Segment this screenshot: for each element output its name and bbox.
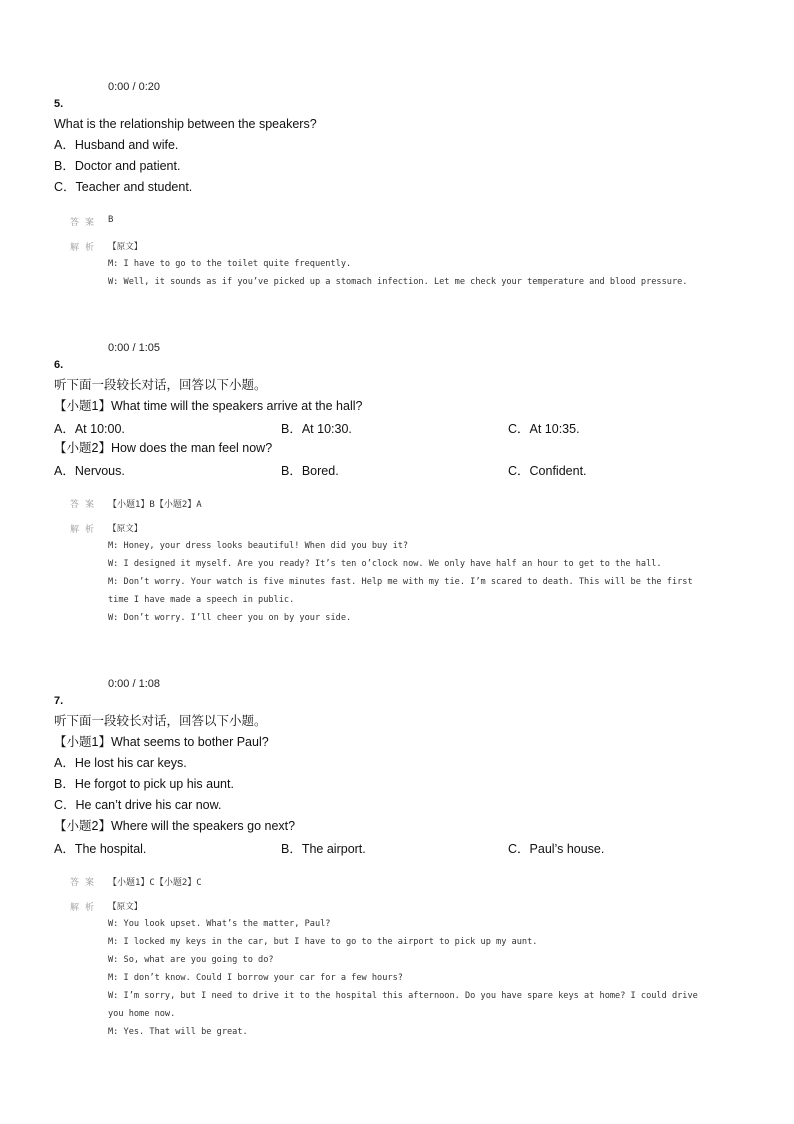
answer-label: 答案: [70, 218, 101, 228]
option-a: A．The hospital.: [54, 842, 147, 856]
question-text: What is the relationship between the speakers?: [54, 117, 317, 131]
transcript-line: M: Don’t worry. Your watch is five minutes fast. Help me with my tie. I’m scared to death. This will be the first: [108, 577, 693, 587]
subquestion-2: 【小题2】How does the man feel now?: [54, 441, 273, 455]
transcript-line: W: Well, it sounds as if you’ve picked up a stomach infection. Let me check your temperature and blood pressure.: [108, 277, 688, 287]
analysis-label: 解析: [70, 243, 101, 253]
option-c: C．At 10:35.: [508, 422, 580, 436]
transcript-line: W: So, what are you going to do?: [108, 955, 274, 965]
option-c: C．Teacher and student.: [54, 180, 193, 194]
question-intro: 听下面一段较长对话，回答以下小题。: [54, 714, 267, 728]
question-number: 7.: [54, 695, 64, 707]
transcript-line: time I have made a speech in public.: [108, 595, 295, 605]
subquestion-1: 【小题1】What time will the speakers arrive at the hall?: [54, 399, 363, 413]
option-c: C．Confident.: [508, 464, 587, 478]
option-b: B．Bored.: [281, 464, 339, 478]
transcript-line: W: I designed it myself. Are you ready? It’s ten o’clock now. We only have half an hour to get to the hall.: [108, 559, 662, 569]
option-c: C．Paul’s house.: [508, 842, 605, 856]
question-number: 5.: [54, 98, 64, 110]
transcript-line: M: I locked my keys in the car, but I have to go to the airport to pick up my aunt.: [108, 937, 538, 947]
transcript-line: M: I have to go to the toilet quite frequently.: [108, 259, 352, 269]
option-a: A．Husband and wife.: [54, 138, 179, 152]
question-number: 6.: [54, 359, 64, 371]
transcript-line: W: I’m sorry, but I need to drive it to the hospital this afternoon. Do you have spare keys at home? I could drive: [108, 991, 698, 1001]
analysis-label: 解析: [70, 903, 101, 913]
answer-value: B: [108, 215, 114, 225]
analysis-label: 解析: [70, 525, 101, 535]
transcript-header: 【原文】: [108, 902, 143, 912]
transcript-line: you home now.: [108, 1009, 176, 1019]
option-a: A．He lost his car keys.: [54, 756, 187, 770]
transcript-header: 【原文】: [108, 524, 143, 534]
transcript-header: 【原文】: [108, 242, 143, 252]
audio-player-time[interactable]: 0:00 / 1:05: [108, 342, 160, 354]
question-intro: 听下面一段较长对话，回答以下小题。: [54, 378, 267, 392]
option-a: A．Nervous.: [54, 464, 125, 478]
answer-value: 【小题1】B【小题2】A: [108, 500, 202, 510]
option-b: B．Doctor and patient.: [54, 159, 181, 173]
transcript-line: M: I don’t know. Could I borrow your car for a few hours?: [108, 973, 403, 983]
transcript-line: M: Honey, your dress looks beautiful! When did you buy it?: [108, 541, 409, 551]
answer-label: 答案: [70, 878, 101, 888]
subquestion-2: 【小题2】Where will the speakers go next?: [54, 819, 296, 833]
option-a: A．At 10:00.: [54, 422, 125, 436]
audio-player-time[interactable]: 0:00 / 1:08: [108, 678, 160, 690]
transcript-line: W: You look upset. What’s the matter, Paul?: [108, 919, 331, 929]
option-b: B．He forgot to pick up his aunt.: [54, 777, 234, 791]
answer-value: 【小题1】C【小题2】C: [108, 878, 202, 888]
option-b: B．At 10:30.: [281, 422, 352, 436]
transcript-line: W: Don’t worry. I’ll cheer you on by your side.: [108, 613, 352, 623]
subquestion-1: 【小题1】What seems to bother Paul?: [54, 735, 269, 749]
answer-label: 答案: [70, 500, 101, 510]
audio-player-time[interactable]: 0:00 / 0:20: [108, 81, 160, 93]
option-b: B．The airport.: [281, 842, 366, 856]
option-c: C．He can’t drive his car now.: [54, 798, 222, 812]
transcript-line: M: Yes. That will be great.: [108, 1027, 248, 1037]
